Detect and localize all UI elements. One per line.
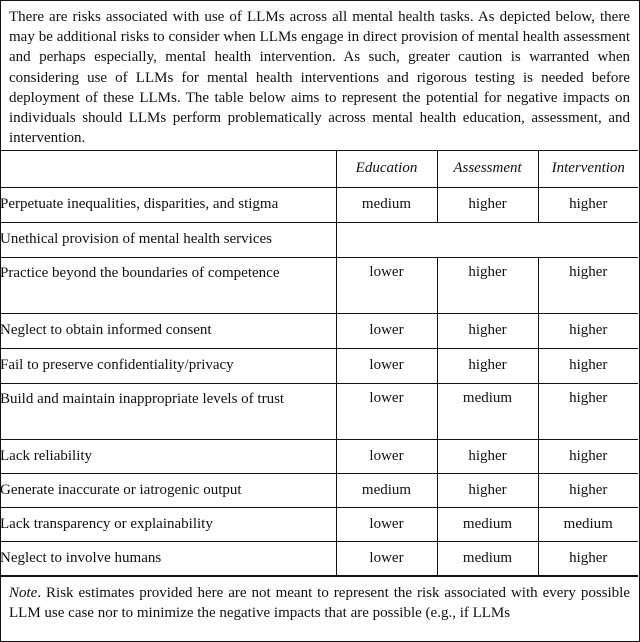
- table-row: [0, 541, 638, 575]
- cell-education: lower: [336, 507, 437, 541]
- cell-education: lower: [336, 348, 437, 383]
- row-label: Generate inaccurate or iatrogenic output: [0, 473, 336, 507]
- row-label: Practice beyond the boundaries of competence: [0, 257, 336, 313]
- cell-education: lower: [336, 439, 437, 473]
- cell-assessment: medium: [437, 507, 538, 541]
- risk-table: [0, 151, 638, 576]
- table-note: [0, 576, 638, 623]
- cell-assessment: higher: [437, 313, 538, 348]
- cell-intervention: medium: [538, 507, 638, 541]
- cell-intervention: higher: [538, 313, 638, 348]
- header-empty-cell: [0, 151, 336, 187]
- intro-paragraph: There are risks associated with use of LLMs across all mental health tasks. As depicted below, there may be additional risks to consider when LLMs engage in direct provision of mental health assessment and perhaps especially, mental health intervention. As such, greater caution is warranted when considering use of LLMs for mental health interventions and rigorous testing is needed before deployment of these LLMs. The table below aims to represent the potential for negative impacts on individuals should LLMs perform problematically across mental health education, assessment, and intervention.: [0, 0, 638, 151]
- cell-education: lower: [336, 541, 437, 575]
- column-header-education: Education: [336, 151, 437, 187]
- row-label: Perpetuate inequalities, disparities, and stigma: [0, 187, 336, 222]
- table-row: [0, 507, 638, 541]
- row-label: Neglect to obtain informed consent: [0, 313, 336, 348]
- row-label: Lack transparency or explainability: [0, 507, 336, 541]
- section-empty-cell: [336, 222, 638, 257]
- row-label: Fail to preserve confidentiality/privacy: [0, 348, 336, 383]
- table-row: [0, 383, 638, 439]
- cell-education: medium: [336, 473, 437, 507]
- cell-intervention: higher: [538, 187, 638, 222]
- cell-assessment: medium: [437, 383, 538, 439]
- cell-intervention: higher: [538, 439, 638, 473]
- column-header-assessment: Assessment: [437, 151, 538, 187]
- cell-assessment: higher: [437, 187, 538, 222]
- cell-education: lower: [336, 313, 437, 348]
- cell-intervention: higher: [538, 348, 638, 383]
- cell-intervention: higher: [538, 473, 638, 507]
- table-row: [0, 348, 638, 383]
- table-row: [0, 439, 638, 473]
- cell-education: medium: [336, 187, 437, 222]
- cell-assessment: higher: [437, 439, 538, 473]
- row-label: Lack reliability: [0, 439, 336, 473]
- cell-education: lower: [336, 257, 437, 313]
- cell-assessment: medium: [437, 541, 538, 575]
- note-label: Note: [9, 585, 38, 601]
- table-row: [0, 473, 638, 507]
- row-label: Neglect to involve humans: [0, 541, 336, 575]
- table-header-row: [0, 151, 638, 187]
- table-row: [0, 187, 638, 222]
- note-text: . Risk estimates provided here are not meant to represent the risk associated with every possible LLM use case nor to minimize the negative impacts that are possible (e.g., if LLMs: [9, 585, 630, 622]
- table-row: [0, 257, 638, 313]
- section-row: [0, 222, 638, 257]
- cell-education: lower: [336, 383, 437, 439]
- cell-assessment: higher: [437, 257, 538, 313]
- cell-intervention: higher: [538, 383, 638, 439]
- row-label: Build and maintain inappropriate levels of trust: [0, 383, 336, 439]
- cell-intervention: higher: [538, 257, 638, 313]
- table-row: [0, 313, 638, 348]
- cell-assessment: higher: [437, 473, 538, 507]
- column-header-intervention: Intervention: [538, 151, 638, 187]
- cell-assessment: higher: [437, 348, 538, 383]
- cell-intervention: higher: [538, 541, 638, 575]
- section-label: Unethical provision of mental health services: [0, 222, 336, 257]
